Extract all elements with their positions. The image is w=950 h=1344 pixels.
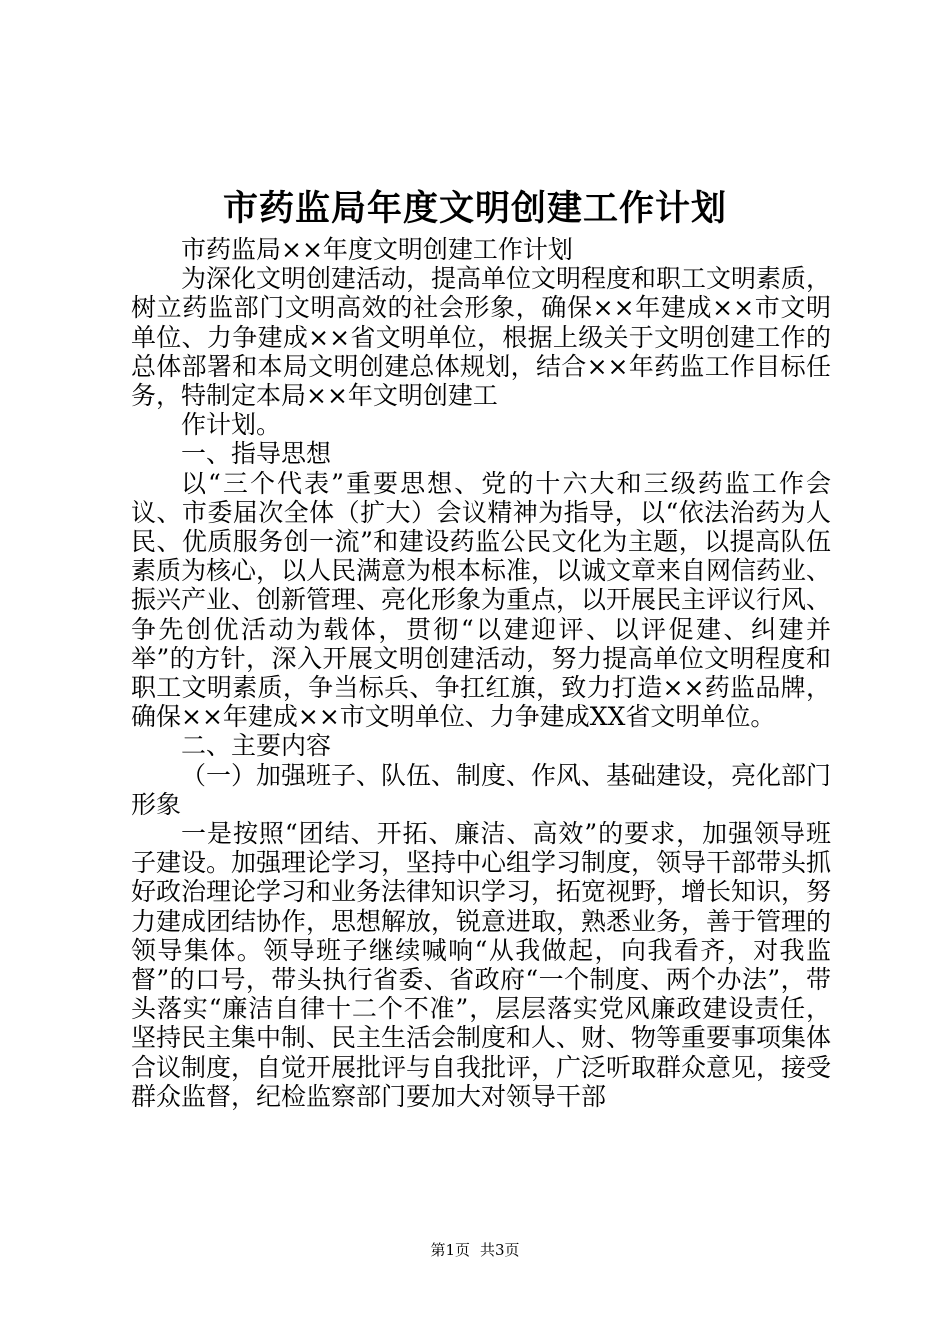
document-body (131, 235, 831, 1111)
guiding-thought-paragraph: 以“三个代表”重要思想、党的十六大和三级药监工作会议、市委届次全体（扩大）会议精神为指导，以“依法治药为人民、优质服务创一流”和建设药监公民文化为主题，以提高队伍素质为核心，以人民满意为根本标准，以诚文章来自网信药业、振兴产业、创新管理、亮化形象为重点，以开展民主评议行风、争先创优活动为载体，贯彻“以建迎评、以评促建、纠建并举”的方针，深入开展文明创建活动，努力提高单位文明程度和职工文明素质，争当标兵、争扛红旗，致力打造××药监品牌，确保××年建成××市文明单位、力争建成XX省文明单位。 (131, 468, 832, 732)
leadership-paragraph: 一是按照“团结、开拓、廉洁、高效”的要求，加强领导班子建设。加强理论学习，坚持中心组学习制度，领导干部带头抓好政治理论学习和业务法律知识学习，拓宽视野，增长知识，努力建成团结协作，思想解放，锐意进取，熟悉业务，善于管理的领导集体。领导班子继续喊响“从我做起，向我看齐，对我监督”的口号，带头执行省委、省政府“一个制度、两个办法”，带头落实“廉洁自律十二个不准”，层层落实党风廉政建设责任，坚持民主集中制、民主生活会制度和人、财、物等重要事项集体合议制度，自觉开展批评与自我批评，广泛听取群众意见，接受群众监督，纪检监察部门要加大对领导干部 (131, 819, 832, 1111)
subsection-heading-1: （一）加强班子、队伍、制度、作风、基础建设，亮化部门形象 (131, 760, 832, 819)
page-footer (0, 1240, 950, 1260)
document-title: 市药监局年度文明创建工作计划 (222, 188, 727, 229)
intro-continuation: 作计划。 (181, 410, 282, 440)
subtitle-paragraph: 市药监局××年度文明创建工作计划 (181, 235, 573, 264)
intro-paragraph: 为深化文明创建活动，提高单位文明程度和职工文明素质，树立药监部门文明高效的社会形象，确保××年建成××市文明单位、力争建成××省文明单位，根据上级关于文明创建工作的总体部署和本局文明创建总体规划，结合××年药监工作目标任务，特制定本局××年文明创建工 (131, 264, 832, 411)
page-number: 第1页 (430, 1241, 470, 1259)
section-heading-guiding-thought: 一、指导思想 (181, 439, 332, 469)
section-heading-main-content: 二、主要内容 (181, 731, 332, 761)
page-total: 共3页 (480, 1241, 520, 1259)
